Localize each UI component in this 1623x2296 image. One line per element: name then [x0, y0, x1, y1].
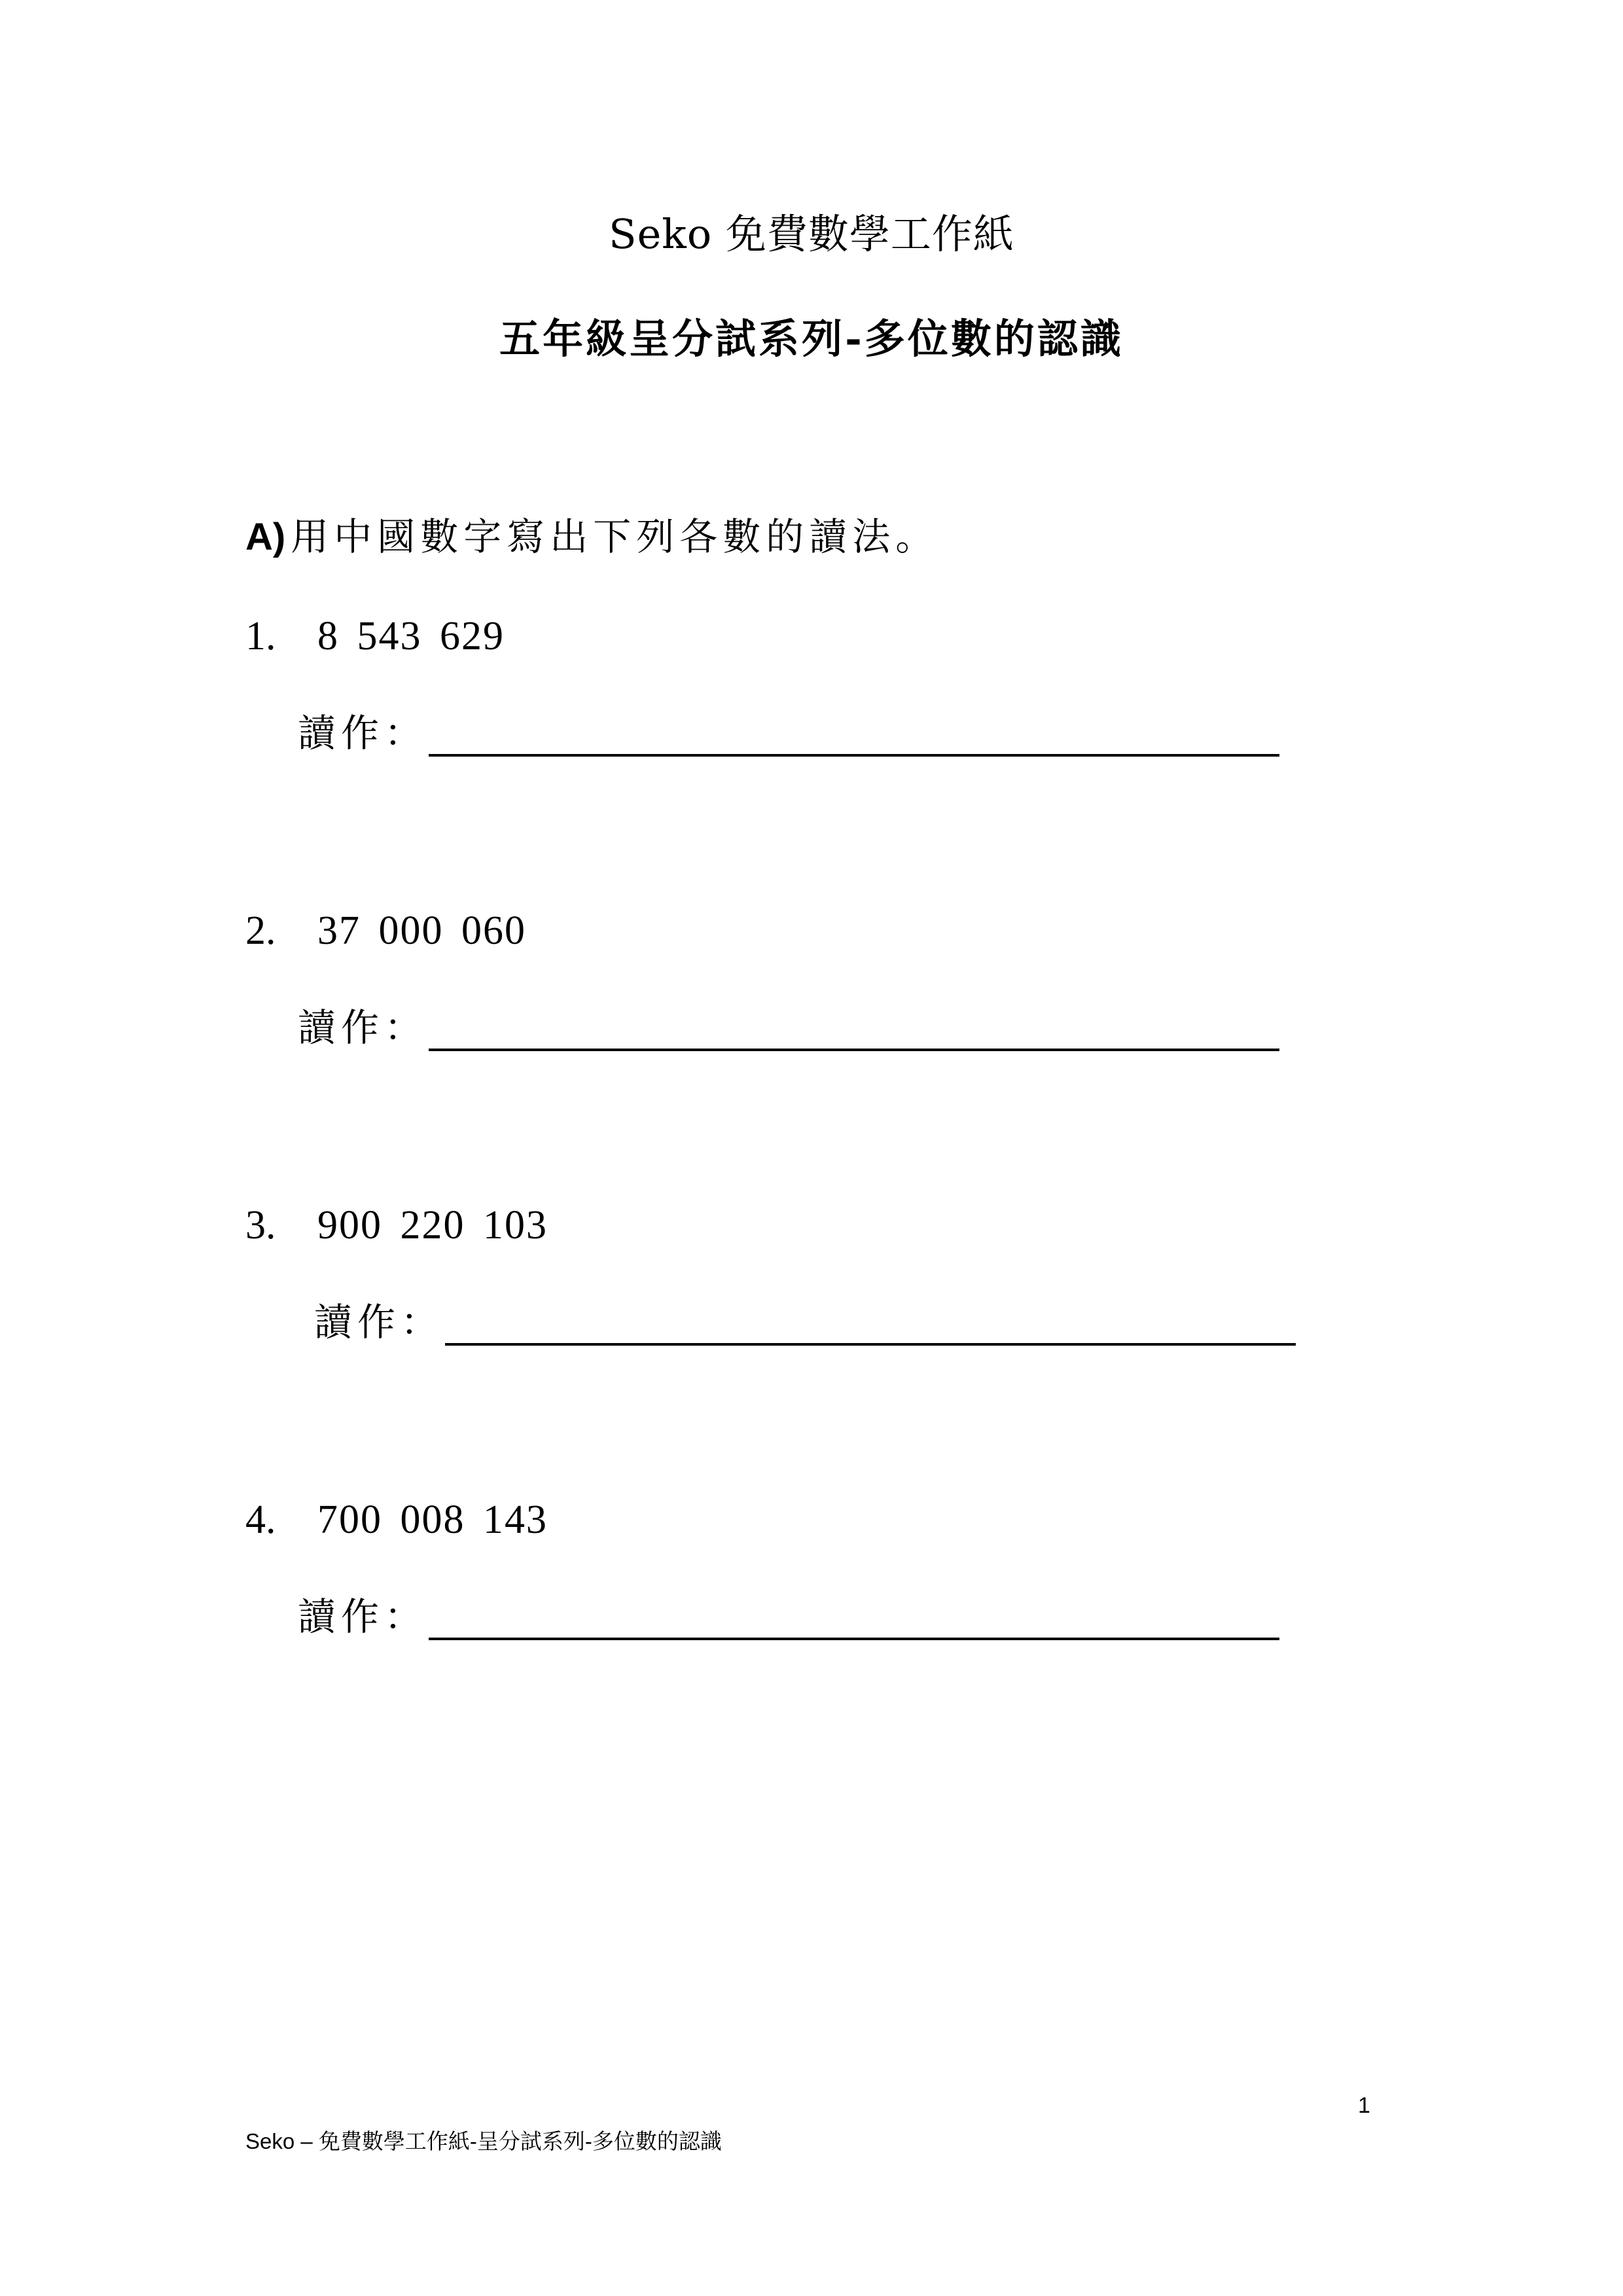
answer-label-3: 讀作：	[314, 1300, 444, 1344]
answer-line-2[interactable]	[429, 1049, 1279, 1051]
answer-row-4	[298, 1590, 1279, 1649]
section-a-instruction: 用中國數字寫出下列各數的讀法。	[291, 514, 939, 559]
answer-row-1	[298, 707, 1279, 766]
question-2	[245, 905, 526, 957]
section-a-letter: A)	[245, 516, 286, 558]
question-3-value: 900 220 103	[317, 1203, 548, 1247]
answer-line-4[interactable]	[429, 1638, 1279, 1640]
question-3	[245, 1199, 548, 1251]
question-1	[245, 610, 505, 662]
question-4-value: 700 008 143	[317, 1498, 548, 1542]
worksheet-subtitle: 五年級呈分試系列-多位數的認識	[499, 315, 1124, 363]
answer-line-1[interactable]	[429, 754, 1279, 757]
question-3-number: 3.	[245, 1203, 276, 1247]
question-1-value: 8 543 629	[317, 614, 505, 658]
answer-line-3[interactable]	[445, 1343, 1296, 1346]
page-number: 1	[1358, 2093, 1370, 2118]
answer-label-1: 讀作：	[298, 711, 428, 755]
answer-row-2	[298, 1001, 1279, 1060]
question-1-number: 1.	[245, 614, 276, 658]
question-4	[245, 1494, 548, 1546]
page-footer: Seko – 免費數學工作紙-呈分試系列-多位數的認識	[245, 2129, 722, 2153]
worksheet-title: Seko 免費數學工作紙	[609, 210, 1014, 258]
question-2-number: 2.	[245, 908, 276, 953]
section-a-heading	[245, 511, 938, 564]
answer-label-2: 讀作：	[298, 1005, 428, 1050]
question-2-value: 37 000 060	[317, 908, 526, 953]
question-4-number: 4.	[245, 1498, 276, 1542]
answer-row-3	[314, 1296, 1296, 1355]
answer-label-4: 讀作：	[298, 1594, 428, 1639]
